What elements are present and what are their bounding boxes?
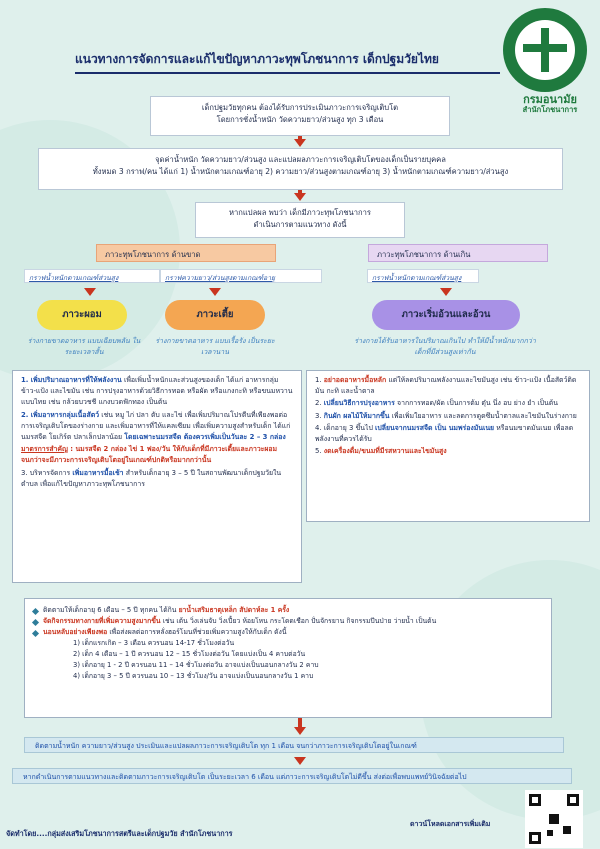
- page-title: แนวทางการจัดการและแก้ไขปัญหาภาวะทุพโภชนาการ เด็กปฐมวัยไทย: [75, 52, 439, 66]
- flow-text: ทั้งหมด 3 กราฟ/คน ได้แก่ 1) น้ำหนักตามเกณฑ์อายุ 2) ความยาว/ส่วนสูงตามเกณฑ์อายุ 3) น้ำหนักตามเกณฑ์ความยาว/ส่วนสูง: [92, 166, 509, 176]
- flow-step-plot: [38, 148, 563, 190]
- guidance-emphasis: งดเครื่องดื่ม/ขนมที่มีรสหวานและไขมันสูง: [323, 447, 447, 456]
- down-arrow-icon: [294, 193, 306, 201]
- sleep-item: 3) เด็กอายุ 1 - 2 ปี ควรนอน 11 – 14 ชั่วโมงต่อวัน อาจแบ่งเป็นนอนกลางวัน 2 คาบ: [73, 661, 319, 669]
- down-arrow-icon: [84, 288, 96, 296]
- flow-text: ดำเนินการตามแนวทาง ดังนี้: [253, 219, 347, 229]
- org-subname: สำนักโภชนาการ: [522, 105, 578, 114]
- guidance-text: 3.: [315, 411, 324, 420]
- down-arrow-icon: [294, 139, 306, 147]
- qr-module: [547, 830, 553, 836]
- bullet-diamond-icon: [32, 619, 39, 626]
- flow-step-malnutrition: [195, 202, 405, 238]
- title-underline: [75, 72, 500, 74]
- guidance-emphasis: 2. เพิ่มอาหารกลุ่มเนื้อสัตว์: [21, 410, 100, 419]
- guidance-item: [315, 398, 581, 409]
- guidance-item: [315, 446, 581, 457]
- flow-text: จุดค่าน้ำหนัก วัดความยาว/ส่วนสูง และแปลผลภาวะการเจริญเติบโตของเด็กเป็นรายบุคคล: [155, 155, 446, 164]
- category-deficit: ภาวะทุพโภชนาการ ด้านขาด: [96, 244, 276, 262]
- flow-text: เด็กปฐมวัยทุกคน ต้องได้รับการประเมินภาวะการเจริญเติบโต: [201, 103, 399, 112]
- guidance-text: 3. บริหารจัดการ: [21, 468, 73, 477]
- download-link[interactable]: ดาวน์โหลดเอกสารเพิ่มเติม: [410, 820, 491, 828]
- flow-text: หากแปลผล พบว่า เด็กมีภาวะทุพโภชนาการ: [229, 208, 371, 217]
- guidance-text: ติดตามให้เด็กอายุ 6 เดือน – 5 ปี ทุกคน ได้กิน: [43, 606, 179, 614]
- footer-credit: จัดทำโดย....กลุ่มส่งเสริมโภชนาการสตรีและเด็กปฐมวัย สำนักโภชนาการ: [6, 829, 233, 838]
- qr-finder: [529, 832, 541, 844]
- graph-link-wasting[interactable]: กราฟน้ำหนักตามเกณฑ์ส่วนสูง: [24, 269, 160, 283]
- graph-link-overweight[interactable]: กราฟน้ำหนักตามเกณฑ์ส่วนสูง: [367, 269, 479, 283]
- flow-step-assess: [150, 96, 450, 136]
- followup-referral: หากดำเนินการตามแนวทางและติดตามภาวะการเจริญเติบโต เป็นระยะเวลา 6 เดือน แต่ภาวะการเจริญเติบโตไม่ดีขึ้น ส่งต่อเพื่อพบแพทย์วินิจฉัยต่อไป: [12, 768, 572, 784]
- condition-wasting: ภาวะผอม: [37, 300, 127, 330]
- key-measure-text: : นมรสจืด 2 กล่อง ไข่ 1 ฟอง/วัน ให้กับเด็กที่มีภาวะเตี้ยและภาวะผอม จนกว่าจะมีภาวะการเจริญเติบโตอยู่ในเกณฑ์ปกติหรือมากกว่านั้น: [21, 445, 278, 465]
- qr-module: [549, 814, 559, 824]
- guidance-emphasis: โดยเฉพาะนมรสจืด ต้องควรเพิ่มเป็นวันละ 2 – 3 กล่อง: [124, 432, 286, 441]
- guidance-emphasis: 1. เพิ่มปริมาณอาหารที่ให้พลังงาน: [21, 376, 122, 384]
- condition-overweight: ภาวะเริ่มอ้วนและอ้วน: [372, 300, 520, 330]
- sleep-item: 2) เด็ก 4 เดือน – 1 ปี ควรนอน 12 – 15 ชั่วโมงต่อวัน โดยแบ่งเป็น 4 คาบต่อวัน: [73, 650, 306, 658]
- guidance-text: เช่น หมู ไก่ ปลา ตับ และไข่ เพื่อเพิ่มปริมาณโปรตีนที่เพียงพอต่อการเจริญเติบโตของร่างกาย และเพิ่มอาหารที่ให้แคลเซียม เพื่อเพิ่มความสูงสำหรับเด็ก ได้แก่ นมรสจืด โยเกิร์ต ปลาเล็กปลาน้อย: [21, 410, 291, 441]
- guidance-text: เพื่อเพิ่มน้ำหนักและส่วนสูงของเด็ก ได้แก่ อาหารกลุ่มข้าว-แป้ง และไขมัน เช่น การปรุงอาหารด้วยวิธีการทอด หรือผัด หรือแกงกะทิ หรือขนมหวานแบบไทย เช่น กล้วยบวชชี แกงบวดฟักทอง เป็นต้น: [21, 376, 293, 407]
- excess-guidance-panel: [306, 370, 590, 522]
- guidance-item: [21, 444, 293, 466]
- sleep-item: 1) เด็กแรกเกิด – 3 เดือน ควรนอน 14-17 ชั่วโมงต่อวัน: [73, 639, 235, 647]
- stunting-description: ร่างกายขาดอาหาร แบบเรื้อรัง เป็นระยะเวลานาน: [155, 337, 275, 356]
- deficit-guidance-panel: [12, 370, 302, 583]
- seal-emblem: [523, 44, 567, 52]
- guidance-emphasis: ยาน้ำเสริมธาตุเหล็ก สัปดาห์ละ 1 ครั้ง: [178, 606, 290, 614]
- sleep-item: 4) เด็กอายุ 3 – 5 ปี ควรนอน 10 – 13 ชั่วโมง/วัน อาจแบ่งเป็นนอนกลางวัน 1 คาบ: [73, 672, 314, 680]
- guidance-emphasis: เพิ่มอาหารมื้อเช้า: [72, 468, 124, 477]
- guidance-text: แต่ให้ลดปริมาณพลังงานและไขมันสูง เช่น ข้าว-แป้ง เนื้อสัตว์ติดมัน กะทิ และน้ำตาล: [315, 376, 577, 396]
- guidance-text: 5.: [315, 447, 324, 456]
- qr-finder: [529, 794, 541, 806]
- condition-stunting: ภาวะเตี้ย: [165, 300, 265, 330]
- guidance-text: หรือนมขาดมันเนย เพื่อลดพลังงานที่ควรได้รับ: [315, 423, 574, 443]
- guidance-text: 4. เด็กอายุ 3 ขึ้นไป: [315, 423, 376, 432]
- guidance-text: เช่น เต้น วิ่งเล่นจับ วิ่งเปี้ยว ห้อยโหน กระโดดเชือก ปั่นจักรยาน กิจกรรมปีนป่าย ว่ายน้ำ เป็นต้น: [160, 617, 437, 625]
- general-item: [33, 605, 543, 616]
- guidance-item: [21, 375, 293, 409]
- general-item: [33, 616, 543, 627]
- bullet-diamond-icon: [32, 630, 39, 637]
- flow-text: โดยการชั่งน้ำหนัก วัดความยาว/ส่วนสูง ทุก 3 เดือน: [216, 114, 384, 124]
- guidance-item: [21, 410, 293, 444]
- down-arrow-icon: [440, 288, 452, 296]
- qr-module: [563, 826, 571, 834]
- overweight-description: ร่างกายได้รับอาหารในปริมาณเกินไป ทำให้มีน้ำหนักมากกว่าเด็กที่มีส่วนสูงเท่ากัน: [354, 337, 536, 356]
- guidance-emphasis: เปลี่ยนวิธีการปรุงอาหาร: [323, 399, 395, 408]
- org-name: กรมอนามัย: [523, 93, 577, 106]
- guidance-text: 2.: [315, 399, 324, 408]
- wasting-description: ร่างกายขาดอาหาร แบบเฉียบพลัน ในระยะเวลาสั้น: [27, 337, 141, 356]
- followup-monthly: ติดตามน้ำหนัก ความยาว/ส่วนสูง ประเมินและแปลผลภาวะการเจริญเติบโต ทุก 1 เดือน จนกว่าภาวะการเจริญเติบโตอยู่ในเกณฑ์: [24, 737, 564, 753]
- general-item: [33, 627, 543, 638]
- guidance-item: [315, 411, 581, 422]
- guidance-emphasis: กินผัก ผลไม้ให้มากขึ้น: [323, 411, 390, 420]
- guidance-emphasis: เปลี่ยนจากนมรสจืด เป็น นมพร่องมันเนย: [375, 423, 495, 432]
- general-guidance-panel: [24, 598, 552, 718]
- guidance-emphasis: อย่าอดอาหารมื้อหลัก: [323, 376, 387, 384]
- down-arrow-icon: [209, 288, 221, 296]
- qr-finder: [567, 794, 579, 806]
- guidance-text: 1.: [315, 376, 324, 384]
- guidance-emphasis: นอนหลับอย่างเพียงพอ: [43, 628, 108, 636]
- guidance-emphasis: จัดกิจกรรมทางกายที่เพิ่มความสูงมากขึ้น: [43, 617, 161, 625]
- down-arrow-icon: [294, 757, 306, 765]
- guidance-text: จากการทอด/ผัด เป็นการต้ม ตุ๋น นึ่ง อบ ย่าง ยำ เป็นต้น: [394, 399, 558, 408]
- key-measure-label: มาตรการสำคัญ: [21, 445, 68, 454]
- down-arrow-icon: [294, 727, 306, 735]
- category-excess: ภาวะทุพโภชนาการ ด้านเกิน: [368, 244, 548, 262]
- qr-code-icon[interactable]: [525, 790, 583, 848]
- guidance-item: [315, 375, 581, 397]
- guidance-item: [21, 468, 293, 490]
- guidance-item: [315, 423, 581, 445]
- guidance-text: เพื่อเพิ่มใยอาหาร และลดการดูดซึมน้ำตาลและไขมันในร่างกาย: [389, 411, 577, 420]
- graph-link-stunting[interactable]: กราฟความยาว/ส่วนสูงตามเกณฑ์อายุ: [160, 269, 322, 283]
- guidance-text: สำหรับเด็กอายุ 3 – 5 ปี ในสถานพัฒนาเด็กปฐมวัยในตำบล เพื่อแก้ไขปัญหาภาวะทุพโภชนาการ: [21, 468, 282, 488]
- bullet-diamond-icon: [32, 608, 39, 615]
- guidance-text: เพื่อส่งผลต่อการหลั่งฮอร์โมนที่ช่วยเพิ่มความสูงให้กับเด็ก ดังนี้: [107, 628, 287, 636]
